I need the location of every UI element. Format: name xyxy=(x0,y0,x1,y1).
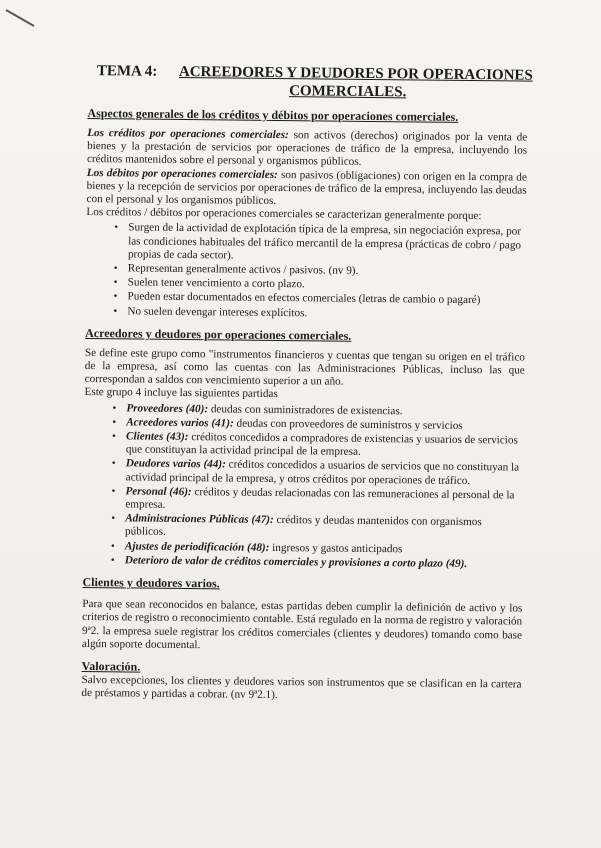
bullet-icon: • xyxy=(113,276,118,289)
document-body xyxy=(81,62,533,705)
bullet-icon: • xyxy=(111,485,116,498)
list-item: • Personal (46): créditos y deudas relacionadas con las remuneraciones al personal de la empresa. xyxy=(111,485,515,511)
page-title xyxy=(96,62,533,85)
bullet-icon: • xyxy=(113,262,118,275)
list-item: • Surgen de la actividad de explotación típica de la empresa, sin negociación expresa, por las condiciones habituales del tráfico mercantil de la empresa (prácticas de cobro / pago propias de cada sector). xyxy=(114,221,522,262)
list-item: • Deudores varios (44): créditos concedidos a usuarios de servicios que no constituyan la actividad principal de la empresa, y otros créditos por operaciones de tráfico. xyxy=(111,457,520,487)
list-item: • Proveedores (40): deudas con suministradores de existencias. xyxy=(112,401,403,417)
scan-corner-mark xyxy=(4,4,44,34)
list-item: • Ajustes de periodificación (48): ingresos y gastos anticipados xyxy=(110,539,403,556)
bullet-icon: • xyxy=(114,221,119,234)
accounts-list xyxy=(83,402,525,572)
bullet-icon: • xyxy=(111,457,116,470)
section-heading-clientes: Clientes y deudores varios. xyxy=(82,575,220,591)
list-item: • Acreedores varios (41): deudas con proveedores de suministros y servicios xyxy=(112,416,463,432)
bullet-icon: • xyxy=(110,539,115,552)
characteristics-list xyxy=(85,221,526,322)
list-item: • Deterioro de valor de créditos comerciales y provisiones a corto plazo (49). xyxy=(110,554,468,570)
bullet-icon: • xyxy=(111,512,116,525)
title-tema: TEMA 4: xyxy=(96,63,158,80)
bullet-icon: • xyxy=(110,554,115,567)
list-item: • No suelen devengar intereses explícitos. xyxy=(113,304,308,319)
term-debitos: Los débitos por operaciones comerciales: xyxy=(86,166,278,181)
paragraph-definicion: Se define este grupo como "instrumentos financieros y cuentas que tengan su origen en el tráfico de la empresa, así como las cuentas con las Administraciones Públicas, incluso las que correspondan a saldos con vencimiento superior a un año. xyxy=(84,346,525,388)
paragraph-grupo4: Este grupo 4 incluye las siguientes partidas xyxy=(84,386,278,401)
paragraph-clientes: Para que sean reconocidos en balance, estas partidas deben cumplir la definición de activo y los criterios de registro o reconocimiento contable. Está regulado en la norma de registro y valoración 9ª2. la empresa suele registrar los créditos comerciales (clientes y deudores) tomando como base algún soporte documental. xyxy=(81,598,523,651)
paragraph-caracteristicas: Los créditos / débitos por operaciones comerciales se caracterizan generalmente porque: xyxy=(86,206,482,223)
bullet-icon: • xyxy=(113,304,118,317)
list-item: • Suelen tener vencimiento a corto plazo. xyxy=(113,276,305,291)
paragraph-valoracion: Salvo excepciones, los clientes y deudores varios son instrumentos que se clasifican en la cartera de préstamos y partidas a cobrar. (nv 9ª2.1). xyxy=(81,673,522,702)
term-creditos: Los créditos por operaciones comerciales: xyxy=(87,126,289,142)
paragraph-debitos-text: son pasivos (obligaciones) con origen en la compra de bienes y la recepción de servicios por operaciones de tráfico de la empresa, incluyendo las deudas con el personal y los organismos públicos. xyxy=(86,168,527,207)
bullet-icon: • xyxy=(112,416,117,429)
bullet-icon: • xyxy=(113,290,118,303)
section-heading-aspectos: Aspectos generales de los créditos y débitos por operaciones comerciales. xyxy=(87,105,459,124)
paragraph-creditos-text: son activos (derechos) originados por la venta de bienes y la prestación de servicios por operaciones de tráfico de la empresa, incluyendo los créditos mantenidos sobre el personal y organismos públicos. xyxy=(86,129,528,169)
paragraph-debitos xyxy=(86,167,526,211)
bullet-icon: • xyxy=(112,430,117,443)
list-item: • Representan generalmente activos / pasivos. (nv 9). xyxy=(113,262,359,277)
section-heading-valoracion: Valoración. xyxy=(81,658,141,674)
title-line2: COMERCIALES. xyxy=(289,83,407,101)
section-heading-acreedores: Acreedores y deudores por operaciones comerciales. xyxy=(85,325,352,343)
list-item: • Administraciones Públicas (47): créditos y deudas mantenidos con organismos públicos. xyxy=(111,512,482,539)
list-item: • Clientes (43): créditos concedidos a compradores de existencias y usuarios de servicios que constituyan la actividad principal de la empresa. xyxy=(112,430,518,459)
list-item: • Pueden estar documentados en efectos comerciales (letras de cambio o pagaré) xyxy=(113,290,481,307)
bullet-icon: • xyxy=(112,401,117,414)
paragraph-creditos xyxy=(87,127,527,171)
title-line1: ACREEDORES Y DEUDORES POR OPERACIONES xyxy=(178,63,533,84)
